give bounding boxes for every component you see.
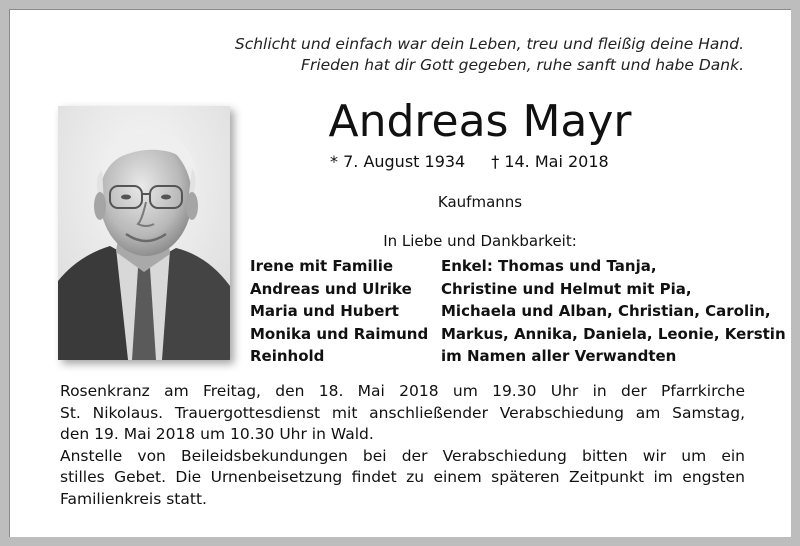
mourner-entry: Christine und Helmut mit Pia, [441,279,692,298]
mourner-entry: Markus, Annika, Daniela, Leonie, Kerstin [441,324,786,343]
mourner-entry: Irene mit Familie [250,257,394,275]
life-dates [330,151,609,173]
verse-line-1: Schlicht und einfach war dein Leben, treu und fleißig deine Hand. [234,35,744,53]
text-line: St. Nikolaus. Trauergottesdienst mit anschließender Verabschiedung am Samstag, [60,403,745,422]
text-line: Familienkreis statt. [60,489,207,508]
mourner-entry: Enkel: Thomas und Tanja, [441,257,657,275]
house-name: Kaufmanns [437,193,523,211]
condolence-paragraph [60,446,745,511]
mourner-entry: Michaela und Alban, Christian, Carolin, [441,302,771,320]
service-details [60,381,745,510]
deceased-name: Andreas Mayr [328,96,632,147]
death-date: † 14. Mai 2018 [491,152,609,171]
mourner-entry: Reinhold [250,347,325,365]
text-line: Anstelle von Beileidsbekundungen bei der Verabschiedung bitten wir um ein [60,446,745,465]
mourners-intro: In Liebe und Dankbarkeit: [383,232,577,250]
text-line: Rosenkranz am Freitag, den 18. Mai 2018 um 19.30 Uhr in der Pfarrkirche [60,382,745,400]
verse-line-2: Frieden hat dir Gott gegeben, ruhe sanft und habe Dank. [301,56,744,74]
memorial-verse [144,34,744,76]
rosary-and-funeral-paragraph [60,381,745,446]
portrait-illustration [58,106,230,360]
text-line: stilles Gebet. Die Urnenbeisetzung findet zu einem späteren Zeitpunkt im engsten [60,468,745,486]
mourner-entry: Maria und Hubert [250,302,399,320]
mourner-entry: im Namen aller Verwandten [441,347,677,365]
mourner-entry: Monika und Raimund [250,324,429,343]
mourners-family-list [250,255,428,368]
text-line: den 19. Mai 2018 um 10.30 Uhr in Wald. [60,425,374,443]
mourners-grandchildren-list [441,255,786,368]
portrait-photo [58,106,230,360]
mourner-entry: Andreas und Ulrike [250,279,412,298]
birth-date: * 7. August 1934 [330,152,466,171]
